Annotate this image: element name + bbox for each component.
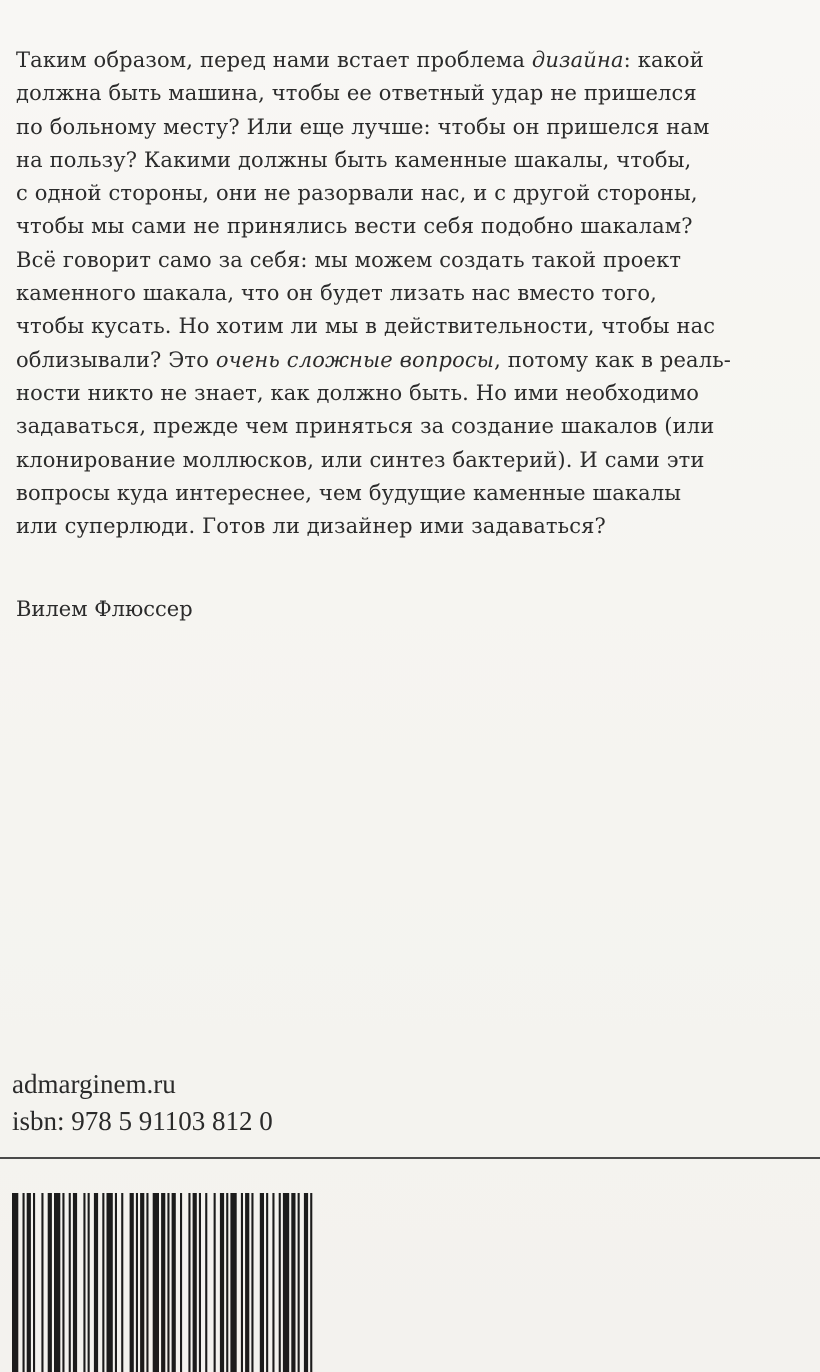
- publisher-website: admarginem.ru: [12, 1069, 176, 1099]
- barcode-bar: [73, 1193, 77, 1372]
- barcode-bar: [214, 1193, 216, 1372]
- barcode-bar: [310, 1193, 312, 1372]
- divider-line: [0, 1157, 820, 1159]
- quote-author: Вилем Флюссер: [16, 597, 193, 621]
- barcode-bar: [121, 1193, 123, 1372]
- quote-line: чтобы кусать. Но хотим ли мы в действительности, чтобы нас: [16, 314, 716, 339]
- barcode-bar: [102, 1193, 104, 1372]
- barcode-bar: [115, 1193, 117, 1372]
- barcode-bar: [260, 1193, 264, 1372]
- quote-line: или суперлюди. Готов ли дизайнер ими задаваться?: [16, 514, 606, 539]
- publisher-info: [12, 1066, 273, 1140]
- barcode-bar: [54, 1193, 60, 1372]
- barcode-bar: [136, 1193, 138, 1372]
- quote-line: клонирование моллюсков, или синтез бактерий). И сами эти: [16, 447, 705, 472]
- quote-text: [16, 44, 796, 543]
- barcode-bar: [41, 1193, 43, 1372]
- quote-line: с одной стороны, они не разорвали нас, и с другой стороны,: [16, 181, 698, 206]
- barcode-bar: [241, 1193, 243, 1372]
- barcode-bar: [167, 1193, 169, 1372]
- barcode-bar: [83, 1193, 85, 1372]
- barcode-bar: [251, 1193, 253, 1372]
- barcode-bar: [199, 1193, 201, 1372]
- barcode-bar: [146, 1193, 148, 1372]
- barcode-bar: [161, 1193, 165, 1372]
- barcode-bar: [266, 1193, 268, 1372]
- quote-line: должна быть машина, чтобы ее ответный удар не пришелся: [16, 81, 697, 106]
- quote-line: по больному месту? Или еще лучше: чтобы он пришелся нам: [16, 114, 710, 139]
- barcode-bar: [172, 1193, 176, 1372]
- barcode-bar: [107, 1193, 113, 1372]
- barcode-bar: [291, 1193, 295, 1372]
- quote-line: Таким образом, перед нами встает проблема дизайна: какой: [16, 48, 704, 72]
- barcode-bar: [298, 1193, 300, 1372]
- barcode-bar: [272, 1193, 274, 1372]
- quote-line: вопросы куда интереснее, чем будущие каменные шакалы: [16, 480, 682, 505]
- barcode-bar: [193, 1193, 197, 1372]
- barcode-bar: [12, 1193, 18, 1372]
- barcode-bar: [279, 1193, 281, 1372]
- barcode-bar: [220, 1193, 224, 1372]
- barcode-bar: [69, 1193, 71, 1372]
- barcode-graphic: [12, 1193, 420, 1372]
- quote-line: чтобы мы сами не принялись вести себя подобно шакалам?: [16, 214, 693, 239]
- quote-line: облизывали? Это очень сложные вопросы, потому как в реаль-: [16, 347, 732, 372]
- barcode-bar: [23, 1193, 25, 1372]
- quote-line: на пользу? Какими должны быть каменные шакалы, чтобы,: [16, 147, 692, 172]
- barcode-bar: [304, 1193, 308, 1372]
- barcode-bar: [226, 1193, 228, 1372]
- barcode-bar: [94, 1193, 98, 1372]
- barcode-bar: [33, 1193, 35, 1372]
- barcode-bar: [48, 1193, 52, 1372]
- barcode-bar: [245, 1193, 249, 1372]
- quote-line: каменного шакала, что он будет лизать нас вместо того,: [16, 281, 658, 306]
- barcode-bar: [153, 1193, 159, 1372]
- barcode-bar: [27, 1193, 31, 1372]
- barcode-bar: [180, 1193, 182, 1372]
- quote-line: ности никто не знает, как должно быть. Но ими необходимо: [16, 380, 700, 405]
- barcode-bar: [283, 1193, 289, 1372]
- barcode-bar: [188, 1193, 190, 1372]
- barcode-bar: [230, 1193, 236, 1372]
- barcode-bar: [62, 1193, 64, 1372]
- barcode-bar: [130, 1193, 134, 1372]
- quote-line: задаваться, прежде чем приняться за создание шакалов (или: [16, 414, 715, 439]
- barcode-bar: [205, 1193, 207, 1372]
- barcode-bar: [140, 1193, 144, 1372]
- isbn-number: isbn: 978 5 91103 812 0: [12, 1106, 273, 1136]
- barcode-bar: [88, 1193, 90, 1372]
- quote-line: Всё говорит само за себя: мы можем создать такой проект: [16, 247, 682, 272]
